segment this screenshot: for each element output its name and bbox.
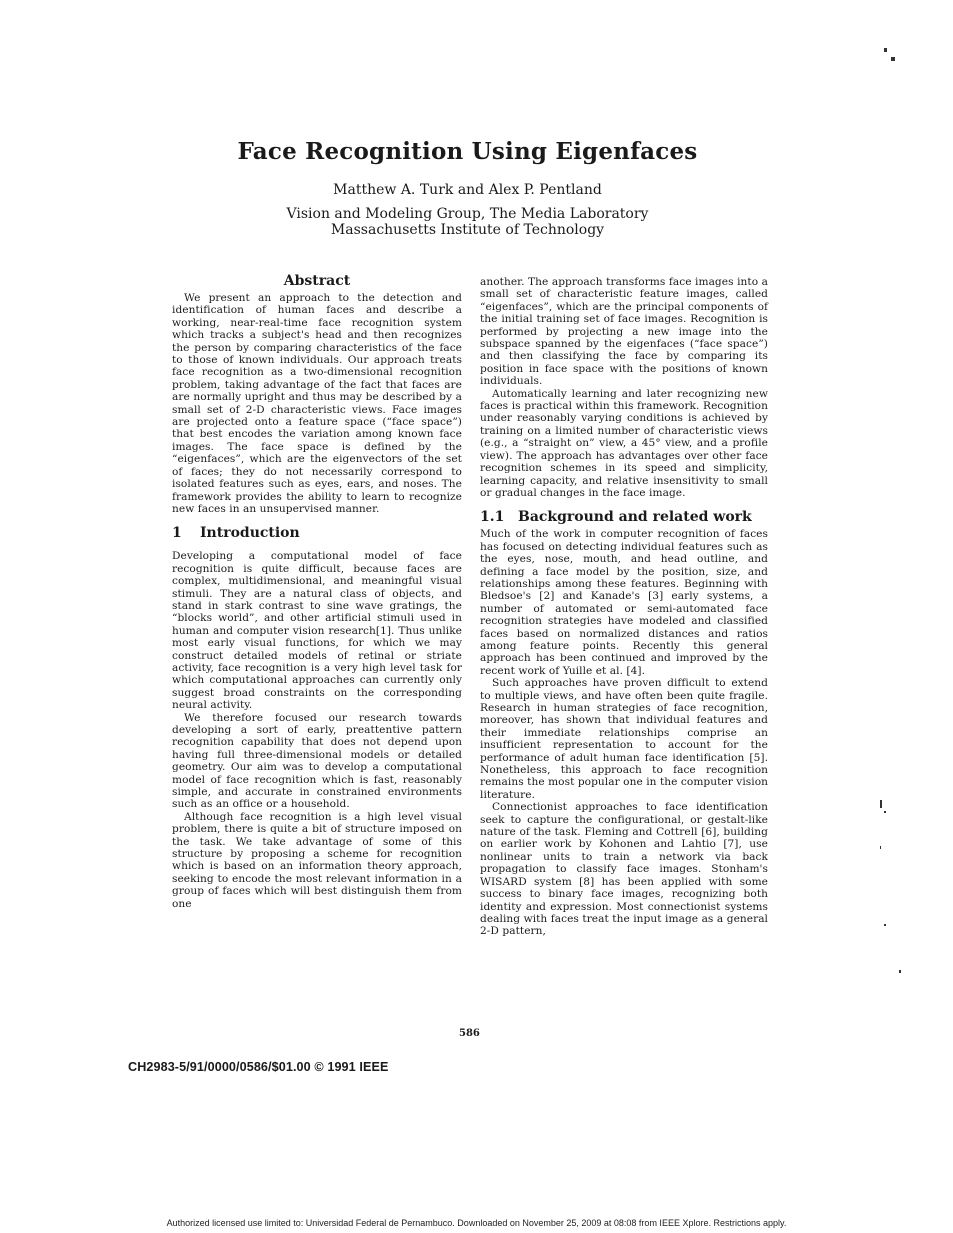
intro-paragraph: Although face recognition is a high level visual problem, there is quite a bit of structure imposed on the task. We take advantage of some of this structure by proposing a scheme for recognition which is based on an information theory approach, seeking to encode the most relevant information in a group of faces which will best distinguish them from one	[172, 810, 462, 910]
intro-paragraph: another. The approach transforms face images into a small set of characteristic feature images, called “eigenfaces”, which are the principal components of the initial training set of face images. Recognition is performed by projecting a new image into the subspace spanned by the eigenfaces (“face space”) and then classifying the face by comparing its position in face space with the positions of known individuals.	[480, 276, 768, 388]
section-title: Introduction	[200, 525, 300, 542]
scan-speck	[884, 924, 886, 926]
copyright-notice: CH2983-5/91/0000/0586/$01.00 © 1991 IEEE	[128, 1060, 389, 1074]
paper-authors: Matthew A. Turk and Alex P. Pentland	[333, 182, 602, 198]
page-number: 586	[459, 1028, 480, 1039]
intro-paragraph: Automatically learning and later recognizing new faces is practical within this framework. Recognition under reasonably varying conditions is achieved by training on a limited number of characteristic views (e.g., a “straight on” view, a 45° view, and a profile view). The approach has advantages over other face recognition schemes in its speed and simplicity, learning capacity, and relative insensitivity to small or gradual changes in the face image.	[480, 387, 768, 499]
section-number: 1	[172, 525, 182, 542]
scan-speck	[891, 57, 895, 61]
affiliation-line: Vision and Modeling Group, The Media Laboratory	[286, 206, 649, 222]
scan-speck	[880, 846, 881, 849]
right-column	[480, 276, 768, 938]
scan-speck	[884, 811, 886, 813]
background-paragraph: Connectionist approaches to face identification seek to capture the configurational, or gestalt-like nature of the task. Fleming and Cottrell [6], building on earlier work by Kohonen and Lahtio [7], use nonlinear units to train a network via back propagation to classify face images. Stonham's WISARD system [8] has been applied with some success to binary face images, recognizing both identity and expression. Most connectionist systems dealing with faces treat the input image as a general 2-D pattern,	[480, 801, 768, 938]
background-paragraph: Such approaches have proven difficult to extend to multiple views, and have often been quite fragile. Research in human strategies of face recognition, moreover, has shown that individual features and their immediate relationships comprise an insufficient representation to account for the performance of adult human face identification [5]. Nonetheless, this approach to face recognition remains the most popular one in the computer vision literature.	[480, 677, 768, 801]
introduction-heading	[172, 525, 462, 541]
license-footer: Authorized licensed use limited to: Universidad Federal de Pernambuco. Downloaded on November 25, 2009 at 08:08 from IEEE Xplore. Restrictions apply.	[166, 1218, 787, 1228]
intro-paragraph: We therefore focused our research towards developing a sort of early, preattentive pattern recognition capability that does not depend upon having full three-dimensional models or detailed geometry. Our aim was to develop a computational model of face recognition which is fast, reasonably simple, and accurate in constrained environments such as an office or a household.	[172, 711, 462, 811]
section-number: 1.1	[480, 509, 505, 526]
scan-speck	[880, 800, 882, 808]
scan-speck	[899, 970, 901, 973]
paper-title: Face Recognition Using Eigenfaces	[237, 138, 698, 165]
left-column	[172, 273, 462, 910]
background-heading	[480, 509, 768, 525]
abstract-heading: Abstract	[283, 273, 351, 289]
scan-speck	[884, 48, 887, 52]
abstract-text: We present an approach to the detection and identification of human faces and describe a working, near-real-time face recognition system which tracks a subject's head and then recognizes the person by comparing characteristics of the face to those of known individuals. Our approach treats face recognition as a two-dimensional recognition problem, taking advantage of the fact that faces are are normally upright and thus may be described by a small set of 2-D characteristic views. Face images are projected onto a feature space (“face space”) that best encodes the variation among known face images. The face space is defined by the “eigenfaces”, which are the eigenvectors of the set of faces; they do not necessarily correspond to isolated features such as eyes, ears, and noses. The framework provides the ability to learn to recognize new faces in an unsupervised manner.	[172, 292, 462, 515]
affiliation-line: Massachusetts Institute of Technology	[330, 222, 605, 238]
paper-affiliation	[0, 206, 935, 238]
section-title: Background and related work	[518, 509, 752, 526]
background-paragraph: Much of the work in computer recognition of faces has focused on detecting individual features such as the eyes, nose, mouth, and head outline, and defining a face model by the position, size, and relationships among these features. Beginning with Bledsoe's [2] and Kanade's [3] early systems, a number of automated or semi-automated face recognition strategies have modeled and classified faces based on normalized distances and ratios among feature points. Recently this general approach has been continued and improved by the recent work of Yuille et al. [4].	[480, 528, 768, 677]
intro-paragraph: Developing a computational model of face recognition is quite difficult, because faces are complex, multidimensional, and meaningful visual stimuli. They are a natural class of objects, and stand in stark contrast to sine wave gratings, the “blocks world”, and other artificial stimuli used in human and computer vision research[1]. Thus unlike most early visual functions, for which we may construct detailed models of retinal or striate activity, face recognition is a very high level task for which computational approaches can currently only suggest broad constraints on the corresponding neural activity.	[172, 550, 462, 712]
